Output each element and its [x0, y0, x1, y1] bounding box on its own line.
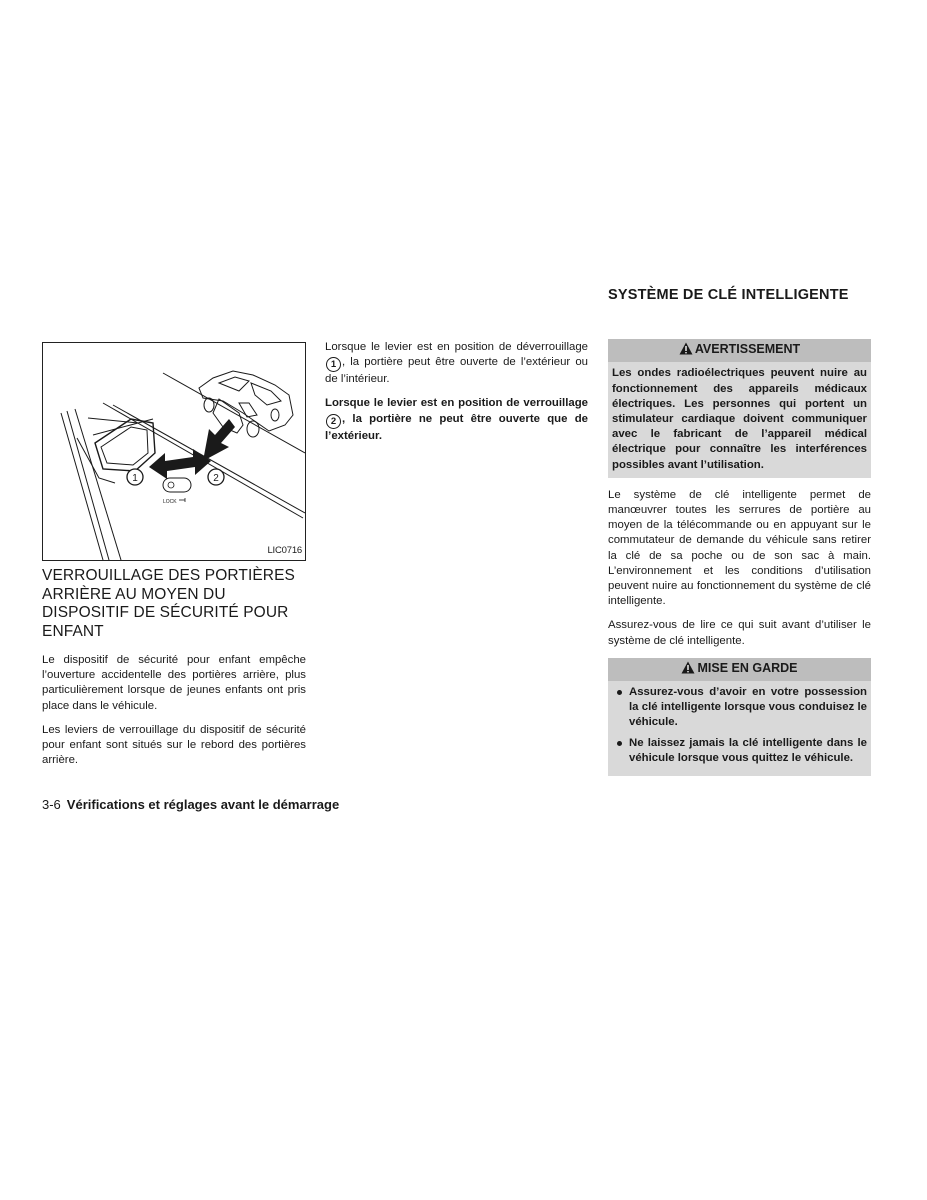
left-section-title: VERROUILLAGE DES PORTIÈRES ARRIÈRE AU MOYEN DU DISPOSITIF DE SÉCURITÉ POUR ENFANT — [42, 567, 295, 640]
callout-1-inline: 1 — [326, 357, 341, 372]
middle-column — [325, 340, 588, 453]
callout-2: 2 — [213, 473, 219, 484]
lever-label: LOCK — [163, 499, 177, 505]
left-column — [42, 342, 306, 777]
unlock-text-b: , la portière peut être ouverte de l’extérieur ou de l’intérieur. — [325, 356, 588, 386]
warning-text: Les ondes radioélectriques peuvent nuire au fonctionnement des appareils médicaux électriques. Les personnes qui portent un stimulateur cardiaque doivent communiquer avec le fabricant de l’appareil médical électrique pour connaître les interférences possibles avant l’utilisation. — [612, 367, 867, 471]
right-paragraph-2: Assurez-vous de lire ce qui suit avant d’utiliser le système de clé intelligente. — [608, 619, 871, 647]
caution-header — [608, 658, 871, 681]
warning-box — [608, 339, 871, 478]
lock-text-b: , la portière ne peut être ouverte que de l’extérieur. — [325, 412, 588, 442]
middle-paragraph-2 — [325, 396, 588, 443]
lock-text-a: Lorsque le levier est en position de verrouillage — [325, 397, 588, 410]
right-section-title: SYSTÈME DE CLÉ INTELLIGENTE — [608, 287, 849, 303]
warning-title: AVERTISSEMENT — [694, 342, 801, 357]
page-footer — [42, 797, 339, 812]
warning-header — [608, 339, 871, 362]
callout-2-inline: 2 — [326, 414, 341, 429]
left-paragraph-2: Les leviers de verrouillage du dispositif de sécurité pour enfant sont situés sur le rebord des portières arrière. — [42, 723, 306, 767]
page-number: 3-6 — [42, 797, 61, 812]
figure-code: LIC0716 — [267, 544, 302, 556]
caution-list — [612, 685, 867, 766]
child-lock-illustration — [43, 343, 305, 560]
left-paragraph-1: Le dispositif de sécurité pour enfant empêche l’ouverture accidentelle des portières arrière, plus particulièrement lorsque de jeunes enfants ont pris place dans le véhicule. — [42, 654, 306, 712]
right-column — [608, 288, 871, 786]
right-paragraph-1: Le système de clé intelligente permet de manœuvrer toutes les serrures de portière au moyen de la télécommande ou en appuyant sur le commutateur de demande du véhicule sans retirer la clé de sa poche ou de son sac à main. L’environnement et les conditions d’utilisation peuvent nuire au fonctionnement du système de clé intelligente. — [608, 488, 871, 608]
caution-item: Assurez-vous d’avoir en votre possession la clé intelligente lorsque vous conduisez le véhicule. — [612, 685, 867, 731]
warning-triangle-icon — [679, 342, 693, 359]
caution-title: MISE EN GARDE — [697, 660, 798, 675]
child-lock-figure — [42, 342, 306, 561]
middle-paragraph-1 — [325, 340, 588, 387]
callout-1: 1 — [132, 473, 138, 484]
caution-item: Ne laissez jamais la clé intelligente dans le véhicule lorsque vous quittez le véhicule. — [612, 736, 867, 766]
unlock-text-a: Lorsque le levier est en position de déverrouillage — [325, 341, 588, 353]
chapter-title: Vérifications et réglages avant le démarrage — [66, 797, 340, 812]
caution-triangle-icon — [681, 661, 695, 678]
caution-box — [608, 658, 871, 776]
